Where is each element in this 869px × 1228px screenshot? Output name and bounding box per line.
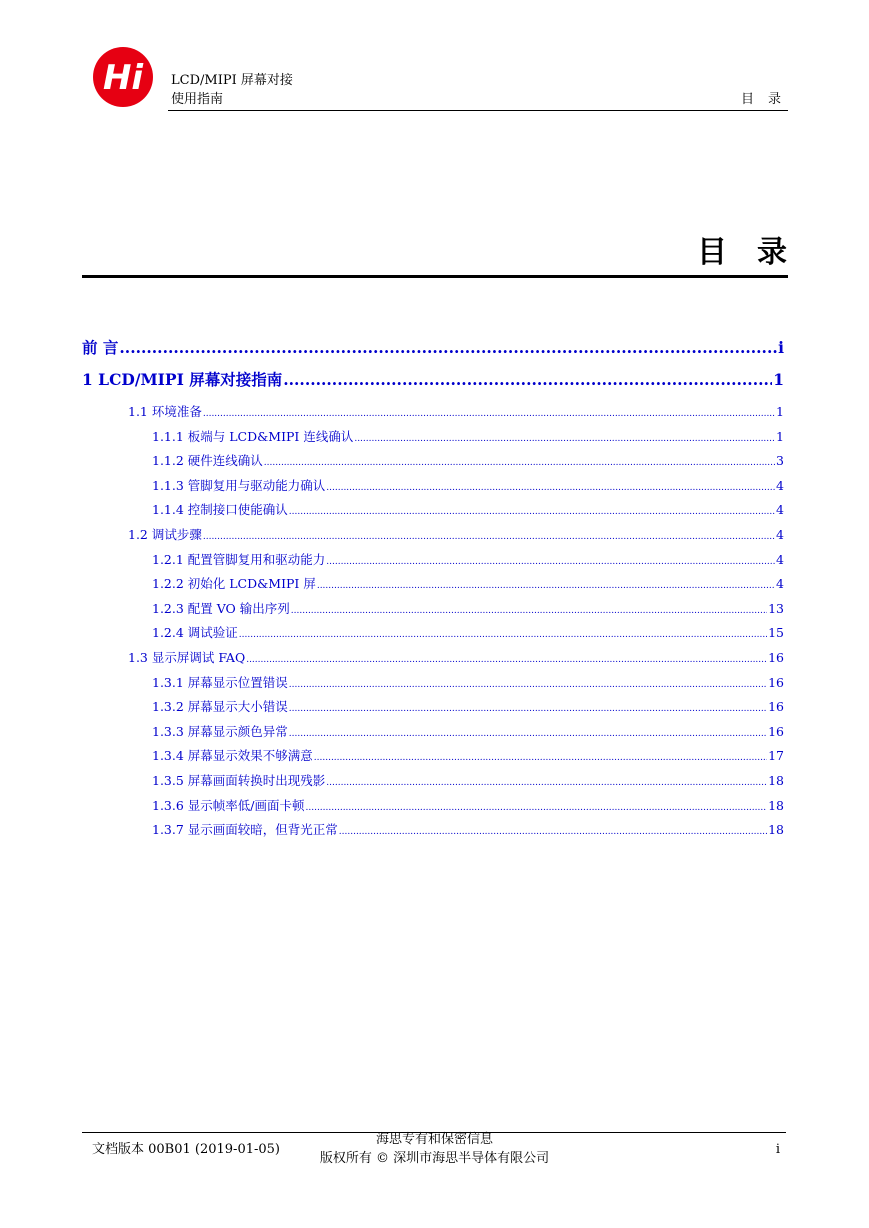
toc-entry[interactable] xyxy=(82,597,784,622)
footer-copyright: 版权所有 © 深圳市海思半导体有限公司 xyxy=(319,1151,550,1166)
toc-leader-dots xyxy=(283,368,772,392)
toc-entry-label: 1.2.2 初始化 LCD&MIPI 屏 xyxy=(152,576,316,592)
toc-entry[interactable] xyxy=(82,646,784,671)
toc-leader-dots xyxy=(326,769,767,796)
toc-entry-label: 1 LCD/MIPI 屏幕对接指南 xyxy=(82,370,283,389)
toc-entry-label: 1.3.1 屏幕显示位置错误 xyxy=(152,674,288,690)
toc-entry-page: 16 xyxy=(768,699,784,715)
toc-leader-dots xyxy=(326,474,775,501)
footer-confidential: 海思专有和保密信息 xyxy=(375,1132,493,1147)
toc-entry[interactable] xyxy=(82,671,784,696)
toc-entry[interactable] xyxy=(82,474,784,499)
toc-entry[interactable] xyxy=(82,548,784,573)
toc-entry-label: 前 言 xyxy=(82,338,119,357)
toc-leader-dots xyxy=(203,400,775,427)
toc-entry-page: i xyxy=(778,338,784,357)
toc-entry[interactable] xyxy=(82,523,784,548)
toc-leader-dots xyxy=(291,597,767,624)
toc-entry-label: 1.1.4 控制接口使能确认 xyxy=(152,502,288,518)
toc-entry[interactable] xyxy=(82,744,784,769)
toc-entry[interactable] xyxy=(82,425,784,450)
toc-entry[interactable] xyxy=(82,769,784,794)
toc-entry-page: 1 xyxy=(776,428,784,444)
toc-entry-label: 1.3.5 屏幕画面转换时出现残影 xyxy=(152,772,326,788)
toc-entry-page: 4 xyxy=(776,576,784,592)
footer-version: 文档版本 00B01 (2019-01-05) xyxy=(92,1142,280,1157)
toc-entry-label: 1.3 显示屏调试 FAQ xyxy=(128,649,246,665)
toc-leader-dots xyxy=(339,818,767,845)
toc-entry-page: 4 xyxy=(776,551,784,567)
toc-entry-page: 18 xyxy=(768,772,784,788)
title-divider xyxy=(82,275,788,278)
toc-entry-page: 1 xyxy=(773,370,784,389)
toc-entry-label: 1.1.3 管脚复用与驱动能力确认 xyxy=(152,477,326,493)
toc-entry-label: 1.3.2 屏幕显示大小错误 xyxy=(152,699,288,715)
toc-entry-page: 17 xyxy=(768,748,784,764)
toc-leader-dots xyxy=(203,523,775,550)
toc-entry[interactable] xyxy=(82,336,784,366)
toc-entry-label: 1.3.6 显示帧率低/画面卡顿 xyxy=(152,797,305,813)
toc-entry-page: 1 xyxy=(776,404,784,419)
toc-leader-dots xyxy=(289,720,767,747)
toc-entry[interactable] xyxy=(82,400,784,425)
toc-entry[interactable] xyxy=(82,720,784,745)
toc-leader-dots xyxy=(314,744,767,771)
toc-leader-dots xyxy=(326,548,775,575)
toc-entry[interactable] xyxy=(82,794,784,819)
header-product: LCD/MIPI 屏幕对接 xyxy=(171,73,293,88)
footer-page-number: i xyxy=(775,1142,780,1157)
toc-entry[interactable] xyxy=(82,621,784,646)
toc-entry-page: 3 xyxy=(776,453,784,469)
toc-entry-label: 1.2.3 配置 VO 输出序列 xyxy=(152,600,290,616)
toc-leader-dots xyxy=(239,621,767,648)
table-of-contents xyxy=(82,336,784,843)
toc-leader-dots xyxy=(264,449,775,476)
toc-entry-page: 16 xyxy=(768,723,784,739)
toc-entry-page: 16 xyxy=(768,674,784,690)
logo-text: Hi xyxy=(102,58,144,98)
toc-leader-dots xyxy=(289,671,767,698)
toc-entry[interactable] xyxy=(82,498,784,523)
toc-entry-page: 4 xyxy=(776,477,784,493)
toc-entry-page: 18 xyxy=(768,797,784,813)
toc-entry-label: 1.2.4 调试验证 xyxy=(152,625,238,641)
toc-entry-label: 1.2 调试步骤 xyxy=(128,526,202,542)
toc-entry[interactable] xyxy=(82,572,784,597)
toc-entry[interactable] xyxy=(82,449,784,474)
header-doc-type: 使用指南 xyxy=(171,92,224,107)
toc-leader-dots xyxy=(289,695,767,722)
toc-leader-dots xyxy=(119,336,777,360)
toc-entry[interactable] xyxy=(82,695,784,720)
toc-entry-page: 4 xyxy=(776,502,784,518)
toc-entry-page: 4 xyxy=(776,526,784,542)
toc-entry-label: 1.1.2 硬件连线确认 xyxy=(152,453,263,469)
toc-leader-dots xyxy=(317,572,775,599)
toc-entry-page: 18 xyxy=(768,822,784,838)
toc-leader-dots xyxy=(354,425,775,452)
page-title: 目录 xyxy=(697,235,817,270)
toc-entry-label: 1.2.1 配置管脚复用和驱动能力 xyxy=(152,551,326,567)
hisilicon-logo-icon xyxy=(90,46,156,108)
header-divider xyxy=(168,110,788,111)
toc-entry-page: 13 xyxy=(768,600,784,616)
toc-entry-label: 1.3.7 显示画面较暗，但背光正常 xyxy=(152,822,338,838)
toc-entry[interactable] xyxy=(82,818,784,843)
toc-entry-page: 15 xyxy=(768,625,784,641)
toc-leader-dots xyxy=(289,498,775,525)
toc-entry-label: 1.3.4 屏幕显示效果不够满意 xyxy=(152,748,313,764)
toc-entry-label: 1.1.1 板端与 LCD&MIPI 连线确认 xyxy=(152,428,354,444)
toc-entry-label: 1.1 环境准备 xyxy=(128,404,202,419)
toc-entry-label: 1.3.3 屏幕显示颜色异常 xyxy=(152,723,288,739)
toc-entry[interactable] xyxy=(82,368,784,398)
toc-leader-dots xyxy=(306,794,768,821)
header-section: 目录 xyxy=(740,92,795,107)
toc-entry-page: 16 xyxy=(768,649,784,665)
toc-leader-dots xyxy=(246,646,767,673)
